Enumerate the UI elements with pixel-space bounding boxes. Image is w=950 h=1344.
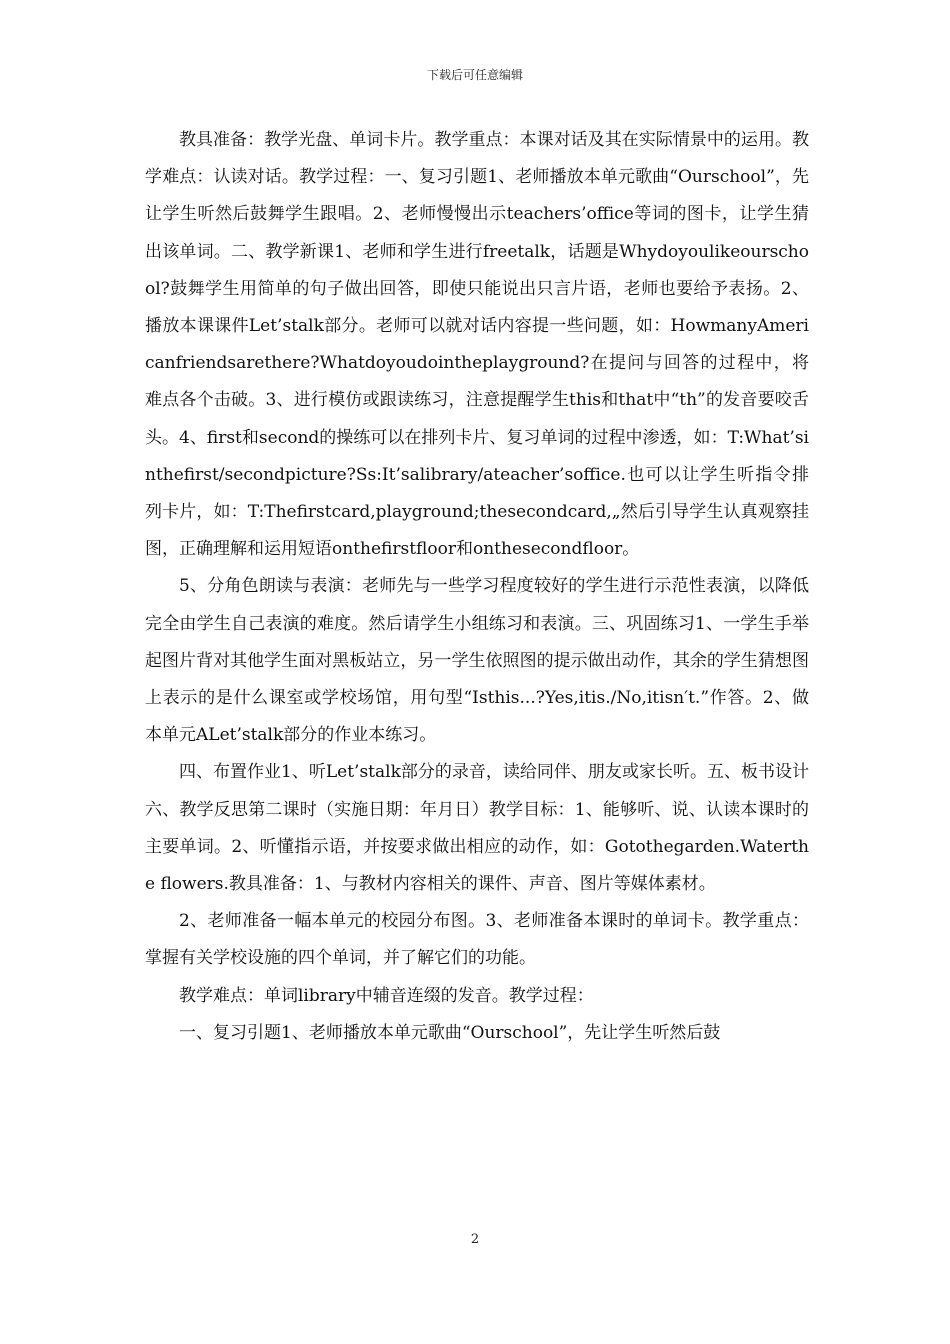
paragraph: 2、老师准备一幅本单元的校园分布图。3、老师准备本课时的单词卡。教学重点：掌握有关学校设施的四个单词，并了解它们的功能。 xyxy=(145,911,809,969)
page-number: 2 xyxy=(470,1232,480,1247)
paragraph: 教学难点：单词library中辅音连缀的发音。教学过程： xyxy=(179,985,594,1006)
paragraph: 四、布置作业1、听Let’stalk部分的录音，读给同伴、朋友或家长听。五、板书设计六、教学反思第二课时（实施日期：年月日）教学目标：1、能够听、说、认读本课时的主要单词。2、听懂指示语，并按要求做出相应的动作，如：Gotothegarden.Waterthe flowers.教具准备：1、与教材内容相关的课件、声音、图片等媒体素材。 xyxy=(145,762,809,895)
paragraph: 教具准备：教学光盘、单词卡片。教学重点：本课对话及其在实际情景中的运用。教学难点：认读对话。教学过程：一、复习引题1、老师播放本单元歌曲“Ourschool”，先让学生听然后鼓舞学生跟唱。2、老师慢慢出示teachers’office等词的图卡，让学生猜出该单词。二、教学新课1、老师和学生进行freetalk，话题是Whydoyoulikeourschool?鼓舞学生用简单的句子做出回答，即使只能说出只言片语，老师也要给予表扬。2、播放本课课件Let’stalk部分。老师可以就对话内容提一些问题，如：HowmanyAmericanfriendsarethere?Whatdoyoudointheplayground?在提问与回答的过程中，将难点各个击破。3、进行模仿或跟读练习，注意提醒学生this和that中“th”的发音要咬舌头。4、first和second的操练可以在排列卡片、复习单词的过程中渗透，如：T:What’sinthefirst/secondpicture?Ss:It’salibrary/ateacher’soffice.也可以让学生听指令排列卡片，如：T:Thefirstcard,playground;thesecondcard,„然后引导学生认真观察挂图，正确理解和运用短语onthefirstfloor和onthesecondfloor。 xyxy=(145,130,809,560)
paragraph: 一、复习引题1、老师播放本单元歌曲“Ourschool”，先让学生听然后鼓 xyxy=(179,1022,721,1043)
document-body xyxy=(145,122,809,1052)
page-header: 下载后可任意编辑 xyxy=(426,68,523,82)
paragraph: 5、分角色朗读与表演：老师先与一些学习程度较好的学生进行示范性表演，以降低完全由学生自己表演的难度。然后请学生小组练习和表演。三、巩固练习1、一学生手举起图片背对其他学生面对黑板站立，另一学生依照图的提示做出动作，其余的学生猜想图上表示的是什么课室或学校场馆，用句型“Isthis...?Yes,itis./No,itisn′t.”作答。2、做本单元ALet’stalk部分的作业本练习。 xyxy=(145,576,809,746)
